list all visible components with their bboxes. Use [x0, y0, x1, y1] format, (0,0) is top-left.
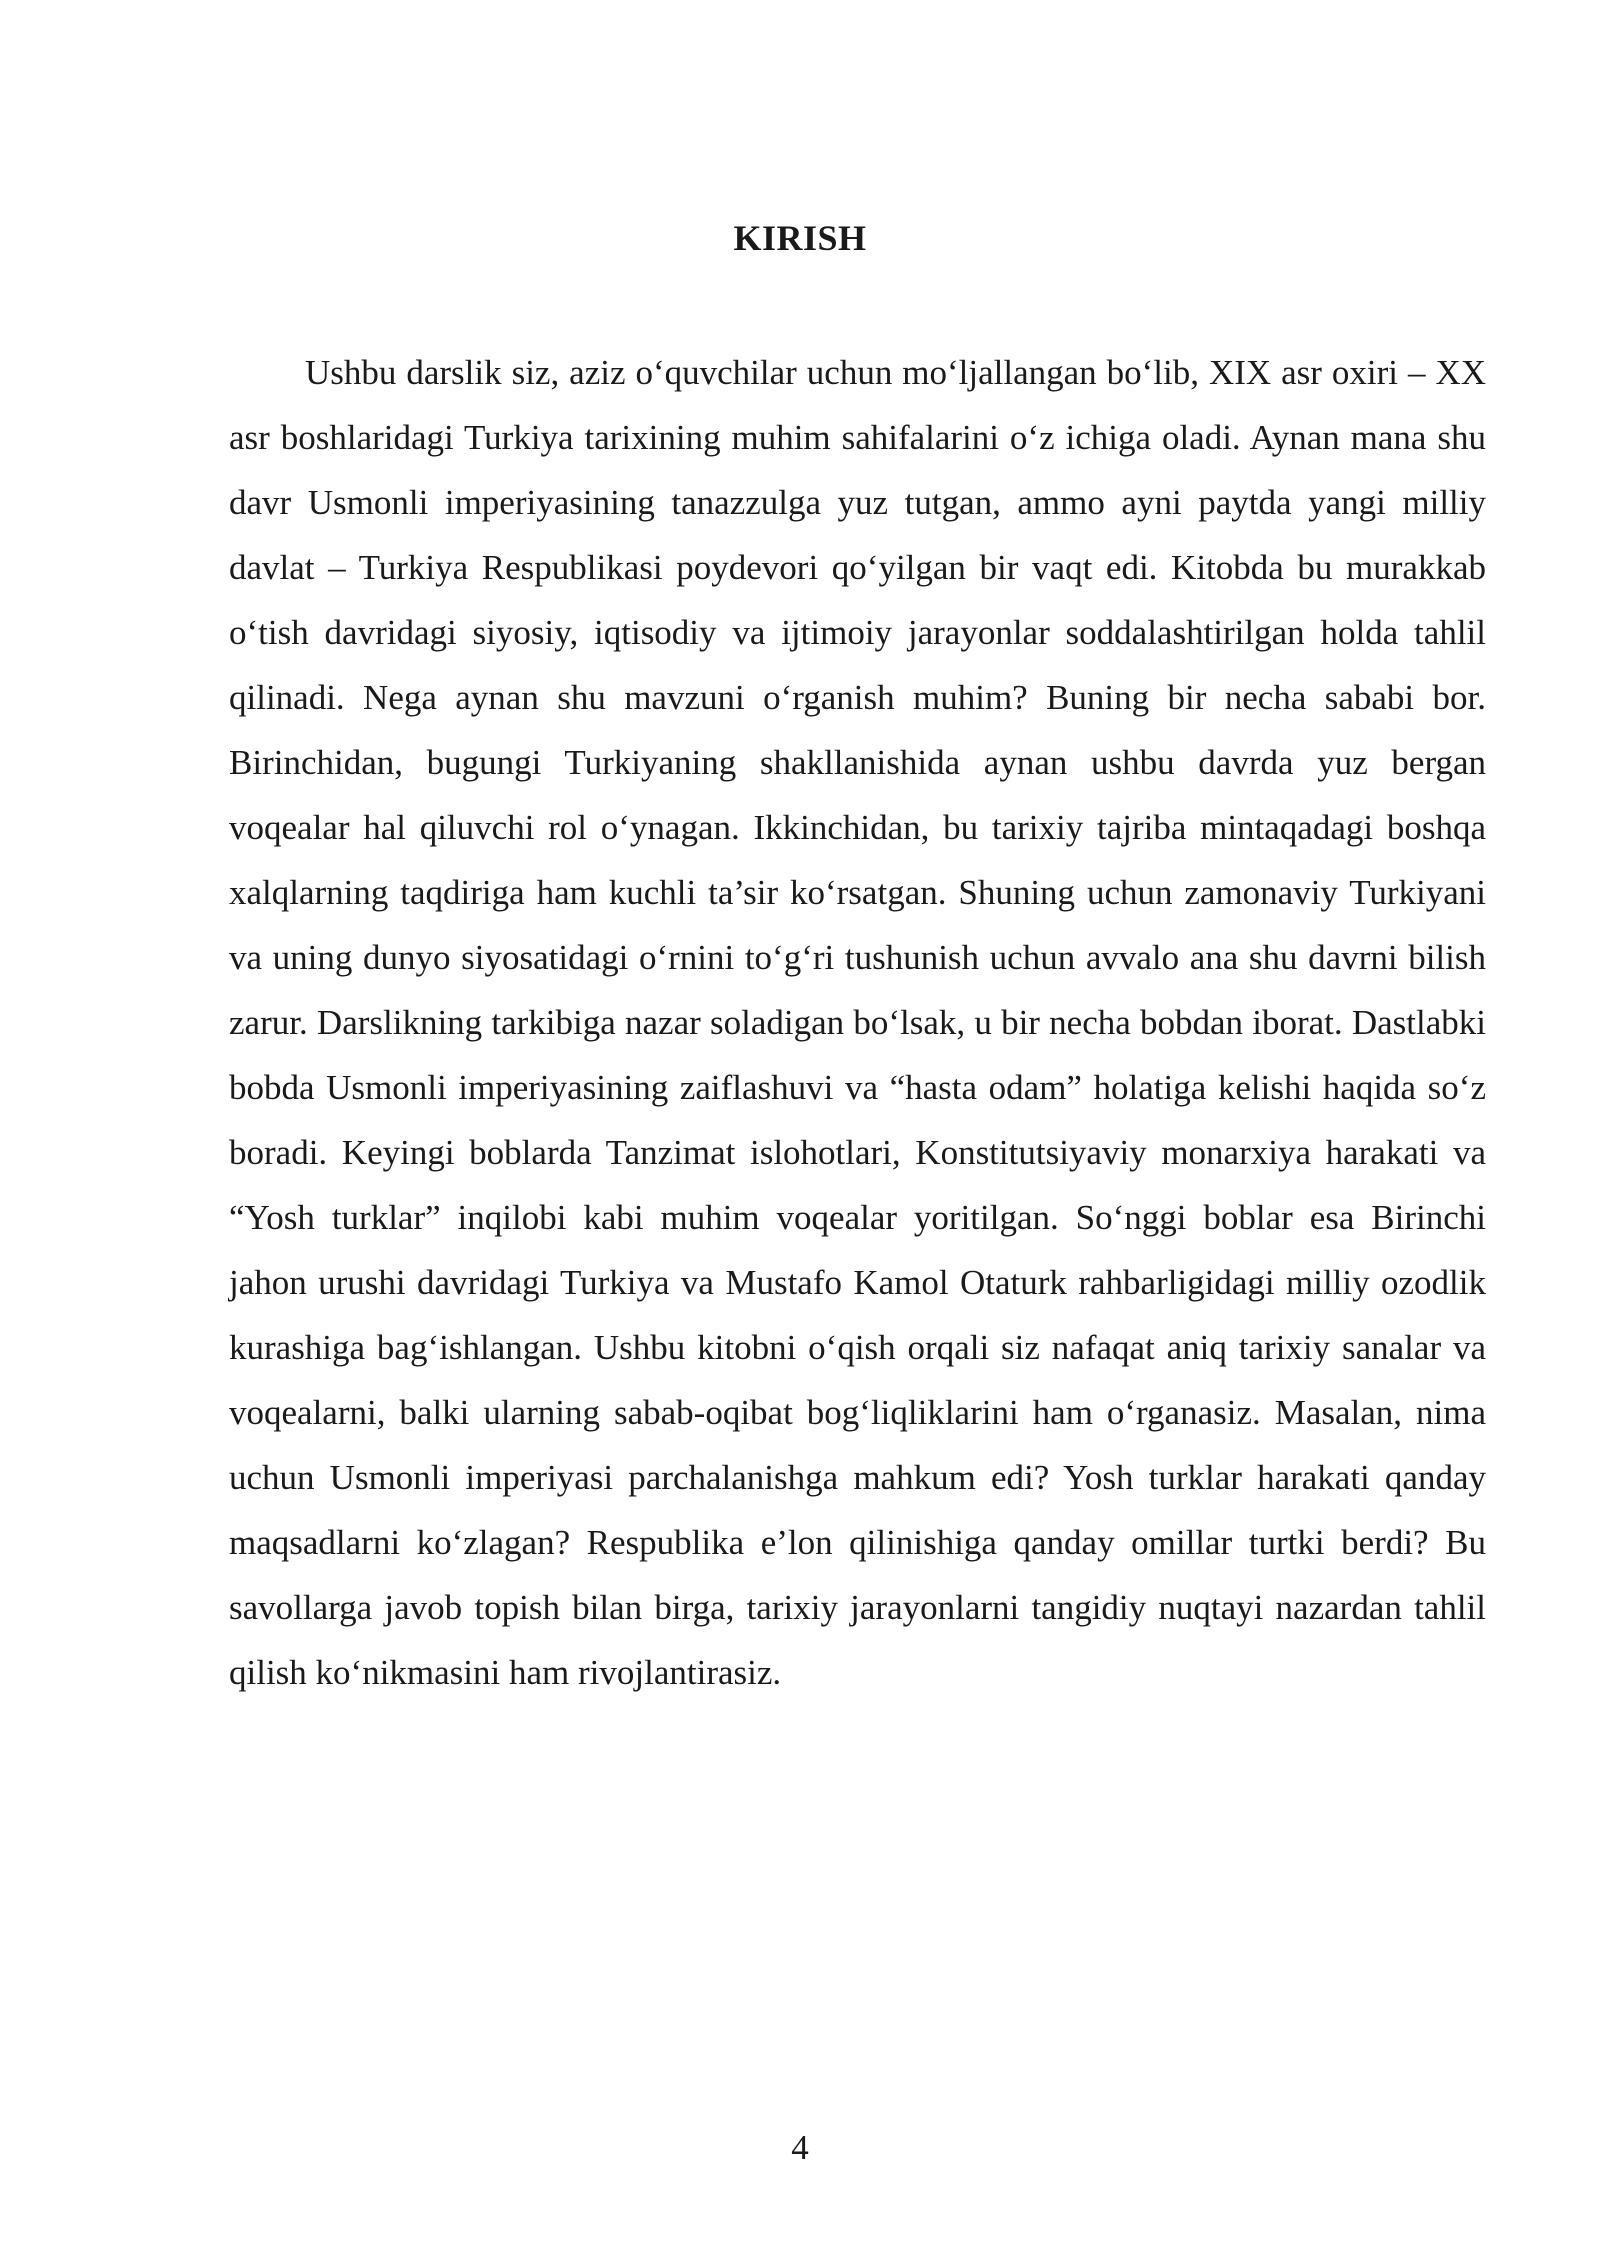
page-title: KIRISH	[733, 218, 867, 258]
page-number: 4	[791, 2128, 809, 2167]
body-paragraph: Ushbu darslik siz, aziz o‘quvchilar uchun mo‘ljallangan bo‘lib, XIX asr oxiri – XX asr boshlaridagi Turkiya tarixining muhim sahifalarini o‘z ichiga oladi. Aynan mana shu davr Usmonli imperiyasining tanazzulga yuz tutgan, ammo ayni paytda yangi milliy davlat – Turkiya Respublikasi poydevori qo‘yilgan bir vaqt edi. Kitobda bu murakkab o‘tish davridagi siyosiy, iqtisodiy va ijtimoiy jarayonlar soddalashtirilgan holda tahlil qilinadi. Nega aynan shu mavzuni o‘rganish muhim? Buning bir necha sababi bor. Birinchidan, bugungi Turkiyaning shakllanishida aynan ushbu davrda yuz bergan voqealar hal qiluvchi rol o‘ynagan. Ikkinchidan, bu tarixiy tajriba mintaqadagi boshqa xalqlarning taqdiriga ham kuchli ta’sir ko‘rsatgan. Shuning uchun zamonaviy Turkiyani va uning dunyo siyosatidagi o‘rnini to‘g‘ri tushunish uchun avvalo ana shu davrni bilish zarur. Darslikning tarkibiga nazar soladigan bo‘lsak, u bir necha bobdan iborat. Dastlabki bobda Usmonli imperiyasining zaiflashuvi va “hasta odam” holatiga kelishi haqida so‘z boradi. Keyingi boblarda Tanzimat islohotlari, Konstitutsiyaviy monarxiya harakati va “Yosh turklar” inqilobi kabi muhim voqealar yoritilgan. So‘nggi boblar esa Birinchi jahon urushi davridagi Turkiya va Mustafo Kamol Otaturk rahbarligidagi milliy ozodlik kurashiga bag‘ishlangan. Ushbu kitobni o‘qish orqali siz nafaqat aniq tarixiy sanalar va voqealarni, balki ularning sabab-oqibat bog‘liqliklarini ham o‘rganasiz. Masalan, nima uchun Usmonli imperiyasi parchalanishga mahkum edi? Yosh turklar harakati qanday maqsadlarni ko‘zlagan? Respublika e’lon qilinishiga qanday omillar turtki berdi? Bu savollarga javob topish bilan birga, tarixiy jarayonlarni tangidiy nuqtayi nazardan tahlil qilish ko‘nikmasini ham rivojlantirasiz.	[229, 353, 1486, 1692]
